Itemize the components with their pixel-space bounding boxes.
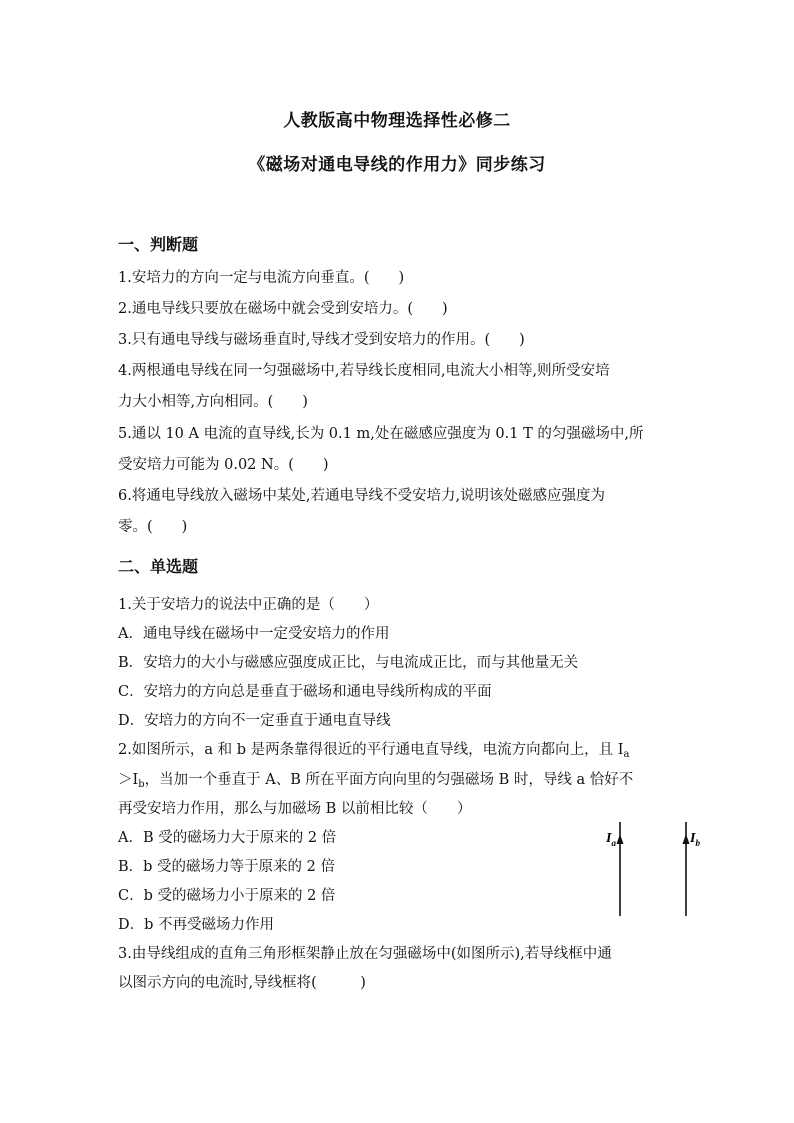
mc-question-1-option-d: D．安培力的方向不一定垂直于通电直导线 [118, 713, 391, 729]
subscript-a: a [623, 749, 630, 760]
wire-a-label: $I_a$ [606, 831, 616, 848]
mc-question-2-option-d: D．b 不再受磁场力作用 [118, 917, 275, 933]
parallel-wires-figure [596, 820, 716, 920]
wire-b-current-arrow-icon [683, 834, 690, 844]
mc-question-1-option-b: B．安培力的大小与磁感应强度成正比，与电流成正比，而与其他量无关 [118, 655, 579, 671]
tf-question-4-line-2: 力大小相等,方向相同。( ) [118, 394, 308, 410]
tf-question-1: 1.安培力的方向一定与电流方向垂直。( ) [118, 270, 405, 286]
mc-question-2-stem-text-2b: ，当加一个垂直于 A、B 所在平面方向向里的匀强磁场 B 时，导线 a 恰好不 [144, 772, 634, 788]
subscript-b: b [138, 779, 145, 790]
mc-question-2-stem-line-2 [118, 770, 633, 795]
mc-question-3-stem-line-2: 以图示方向的电流时,导线框将( ) [118, 975, 366, 991]
document-title: 人教版高中物理选择性必修二 [283, 111, 511, 131]
mc-question-1-stem: 1.关于安培力的说法中正确的是（ ） [118, 597, 379, 613]
mc-question-2-stem-line-3: 再受安培力作用，那么与加磁场 B 以前相比较（ ） [118, 801, 472, 817]
tf-question-6-line-1: 6.将通电导线放入磁场中某处,若通电导线不受安培力,说明该处磁感应强度为 [118, 488, 606, 504]
section-heading-single-choice: 二、单选题 [118, 557, 199, 576]
document-subtitle: 《磁场对通电导线的作用力》同步练习 [248, 155, 546, 175]
mc-question-2-option-b: B．b 受的磁场力等于原来的 2 倍 [118, 859, 335, 875]
mc-question-2-option-c: C．b 受的磁场力小于原来的 2 倍 [118, 888, 336, 904]
mc-question-1-option-c: C．安培力的方向总是垂直于磁场和通电导线所构成的平面 [118, 684, 492, 700]
mc-question-2-stem-text-2a: ＞I [118, 772, 139, 788]
mc-question-2-stem-line-1 [118, 740, 629, 765]
mc-question-1-option-a: A．通电导线在磁场中一定受安培力的作用 [118, 626, 390, 642]
mc-question-2-stem-text-1: 2.如图所示，a 和 b 是两条靠得很近的平行通电直导线，电流方向都向上，且 I [118, 742, 624, 758]
tf-question-5-line-1: 5.通以 10 A 电流的直导线,长为 0.1 m,处在磁感应强度为 0.1 T 的匀强磁场中,所 [118, 426, 644, 442]
tf-question-5-line-2: 受安培力可能为 0.02 N。( ) [118, 457, 329, 473]
tf-question-3: 3.只有通电导线与磁场垂直时,导线才受到安培力的作用。( ) [118, 332, 525, 348]
mc-question-2-option-a: A．B 受的磁场力大于原来的 2 倍 [118, 830, 337, 846]
tf-question-2: 2.通电导线只要放在磁场中就会受到安培力。( ) [118, 301, 448, 317]
tf-question-6-line-2: 零。( ) [118, 519, 188, 535]
wire-b-label: $I_b$ [690, 831, 700, 848]
tf-question-4-line-1: 4.两根通电导线在同一匀强磁场中,若导线长度相同,电流大小相等,则所受安培 [118, 363, 610, 379]
section-heading-true-false: 一、判断题 [118, 235, 199, 254]
wire-a-current-arrow-icon [617, 834, 624, 844]
mc-question-3-stem-line-1: 3.由导线组成的直角三角形框架静止放在匀强磁场中(如图所示),若导线框中通 [118, 946, 612, 962]
